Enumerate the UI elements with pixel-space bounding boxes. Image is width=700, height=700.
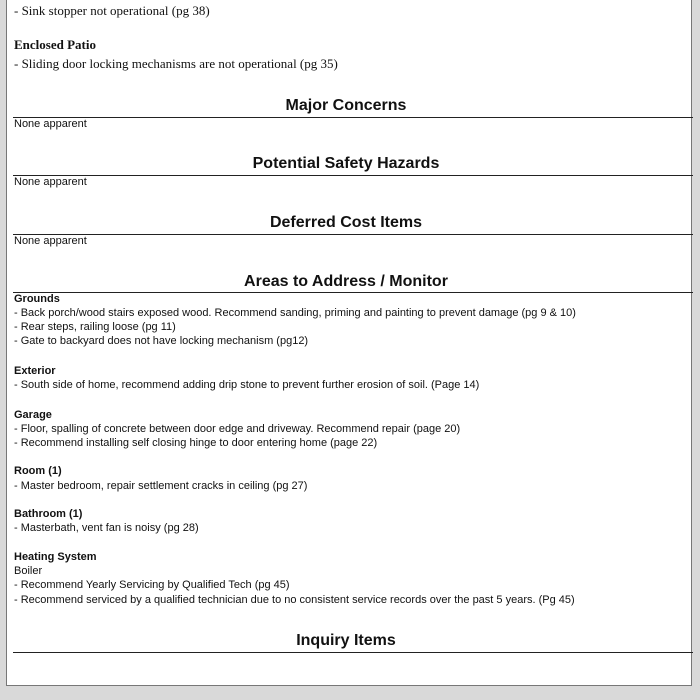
bathroom-title: Bathroom (1): [14, 508, 83, 520]
list-item: - Floor, spalling of concrete between door edge and driveway. Recommend repair (page 20): [14, 423, 461, 435]
inquiry-rule: [13, 652, 693, 653]
heating-title: Heating System: [14, 551, 97, 563]
list-item: - Recommend installing self closing hinge to door entering home (page 22): [14, 437, 378, 449]
list-item: - Back porch/wood stairs exposed wood. Recommend sanding, priming and painting to prevent damage (pg 9 & 10): [14, 307, 576, 319]
deferred-cost-rule: [13, 234, 693, 235]
list-item: - South side of home, recommend adding drip stone to prevent further erosion of soil. (Page 14): [14, 379, 480, 391]
list-item: - Masterbath, vent fan is noisy (pg 28): [14, 522, 199, 534]
list-item: - Rear steps, railing loose (pg 11): [14, 321, 176, 333]
areas-heading: Areas to Address / Monitor: [244, 273, 448, 290]
exterior-title: Exterior: [14, 365, 56, 377]
grounds-title: Grounds: [14, 293, 60, 305]
list-item: - Recommend serviced by a qualified technician due to no consistent service records over the past 5 years. (Pg 45): [14, 594, 575, 606]
list-item: - Recommend Yearly Servicing by Qualified Tech (pg 45): [14, 579, 290, 591]
deferred-cost-text: None apparent: [14, 235, 87, 247]
major-concerns-rule: [13, 117, 693, 118]
safety-hazards-text: None apparent: [14, 176, 87, 188]
major-concerns-text: None apparent: [14, 118, 87, 130]
enclosed-patio-title: Enclosed Patio: [14, 37, 96, 52]
areas-rule: [13, 292, 693, 293]
sink-stopper-item: - Sink stopper not operational (pg 38): [14, 3, 210, 18]
report-page: [6, 0, 692, 686]
inquiry-heading: Inquiry Items: [296, 632, 396, 649]
room-title: Room (1): [14, 465, 62, 477]
enclosed-patio-item: - Sliding door locking mechanisms are not operational (pg 35): [14, 56, 338, 71]
deferred-cost-heading: Deferred Cost Items: [269, 214, 423, 231]
list-item: - Gate to backyard does not have locking mechanism (pg12): [14, 335, 309, 347]
safety-hazards-rule: [13, 175, 693, 176]
heating-subtitle: Boiler: [14, 565, 43, 577]
list-item: - Master bedroom, repair settlement cracks in ceiling (pg 27): [14, 480, 308, 492]
safety-hazards-heading: Potential Safety Hazards: [252, 155, 440, 172]
major-concerns-heading: Major Concerns: [285, 97, 407, 114]
garage-title: Garage: [14, 409, 52, 421]
